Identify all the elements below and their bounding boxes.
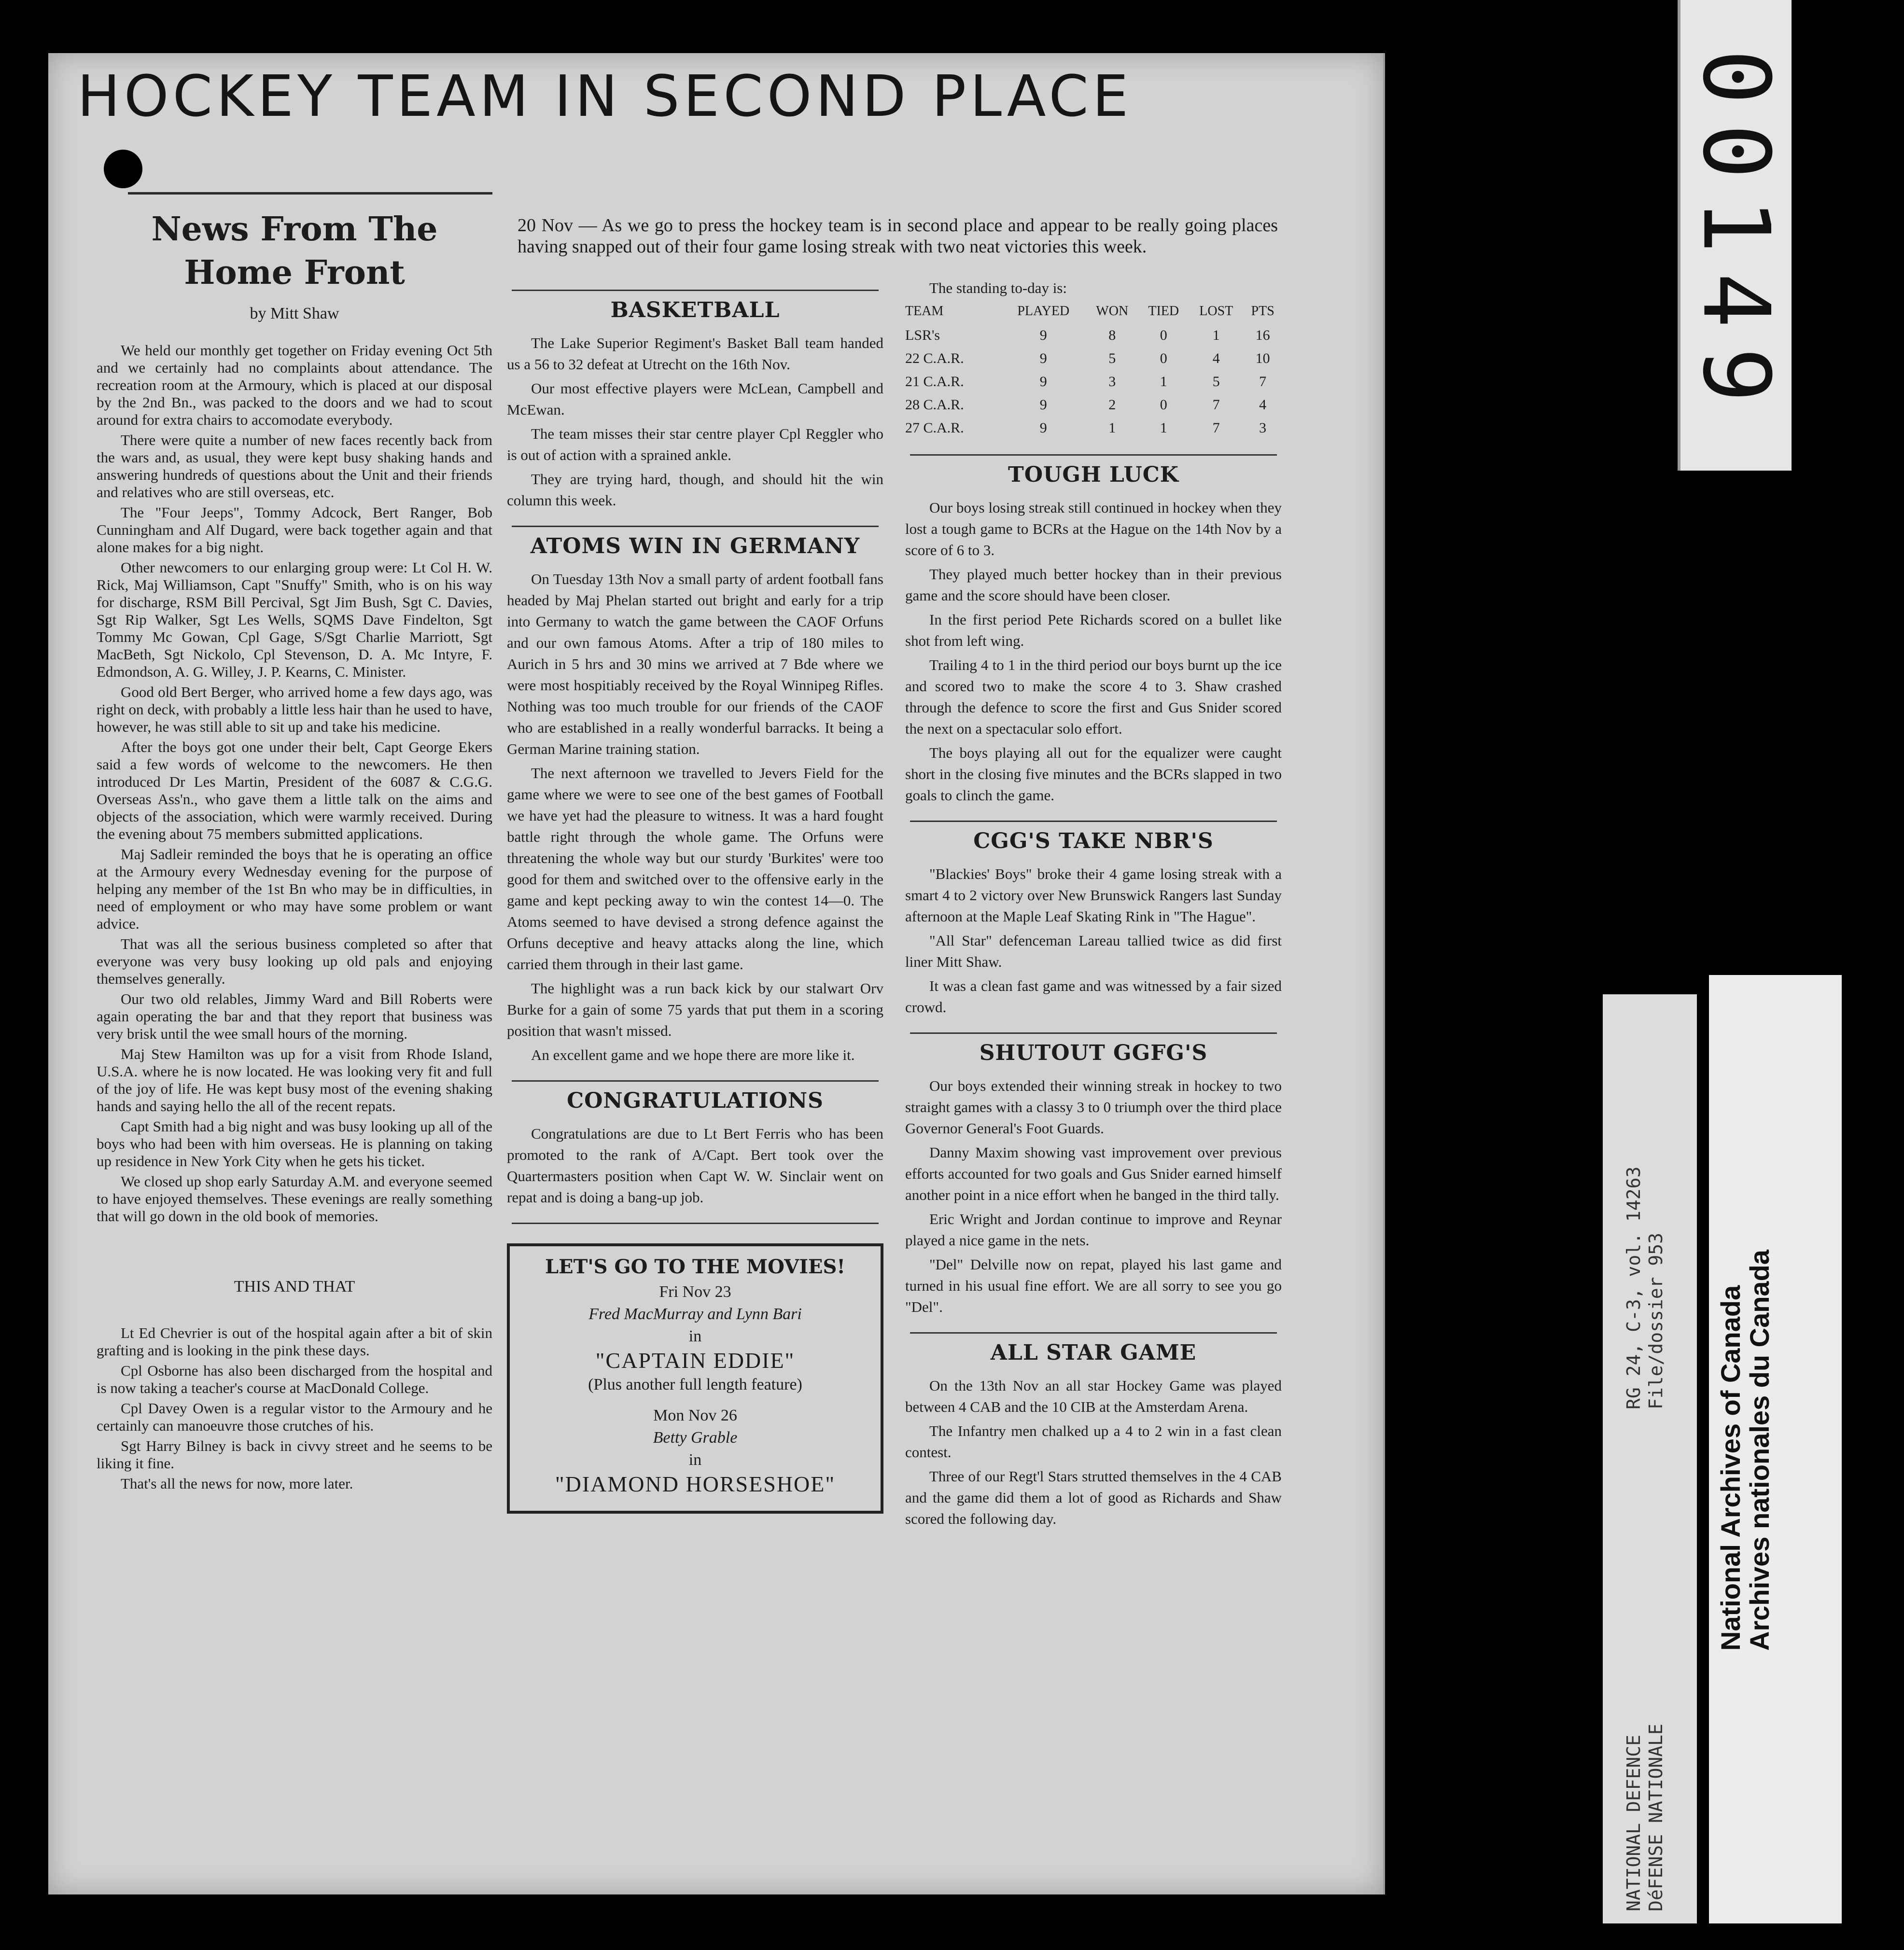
paragraph: That was all the serious business completed so after that everyone was very busy looking up old pals and enjoying themselves generally. [97, 935, 492, 987]
archive-name-en: National Archives of Canada [1715, 1285, 1746, 1651]
paragraph: Capt Smith had a big night and was busy looking up all of the boys who had been with him overseas. He is planning on taking up residence in New York City when he gets his ticket. [97, 1118, 492, 1170]
movie-stars: Betty Grable [653, 1429, 738, 1447]
home-front-title-1: News From The [151, 210, 438, 249]
headline-rule [128, 192, 492, 195]
paragraph: Cpl Davey Owen is a regular vistor to the Armoury and he certainly can manoeuvre those crutches of his. [97, 1400, 492, 1434]
paragraph: After the boys got one under their belt, Capt George Ekers said a few words of welcome to the newcomers. He then introduced Dr Les Martin, President of the 6087 & C.G.G. Overseas Ass'n., who gave them a little talk on the aims and objects of the association, which were warmly received. During the evening about 75 members submitted applications. [97, 738, 492, 842]
table-cell: 7 [1212, 420, 1220, 436]
section-rule [910, 1332, 1277, 1334]
movies-box [507, 1243, 883, 1514]
table-cell: 1 [1160, 420, 1167, 436]
punch-hole [104, 150, 142, 188]
movie-stars: Fred MacMurray and Lynn Bari [588, 1305, 802, 1323]
byline: by Mitt Shaw [250, 305, 339, 322]
paragraph: They are trying hard, though, and should hit the win column this week. [507, 471, 883, 509]
paragraph: "All Star" defenceman Lareau tallied twice as did first liner Mitt Shaw. [905, 932, 1282, 970]
paragraph: Sgt Harry Bilney is back in civvy street and he seems to be liking it fine. [97, 1437, 492, 1472]
section-rule [512, 526, 879, 527]
table-cell: 16 [1255, 327, 1270, 343]
section-rule [910, 1032, 1277, 1034]
right-column [905, 278, 1282, 1532]
paragraph: Cpl Osborne has also been discharged from the hospital and is now taking a teacher's course at MacDonald College. [97, 1362, 492, 1396]
table-cell: 9 [1039, 397, 1047, 413]
paragraph: Our two old relables, Jimmy Ward and Bill Roberts were again operating the bar and that they report that business was very brisk until the wee small hours of the morning. [97, 990, 492, 1042]
section-rule [512, 1080, 879, 1082]
section-rule [512, 290, 879, 291]
table-row [905, 370, 1282, 393]
table-cell: 22 C.A.R. [905, 350, 964, 366]
headline: HOCKEY TEAM IN SECOND PLACE [77, 63, 1133, 129]
movie-note: (Plus another full length feature) [588, 1376, 802, 1393]
table-cell: 4 [1212, 350, 1220, 366]
frame-number: 00149 [1682, 49, 1790, 422]
paragraph: On Tuesday 13th Nov a small party of ardent football fans headed by Maj Phelan started out bright and early for a trip into Germany to watch the game between the CAOF Orfuns and our own famous Atoms. After a trip of 180 miles to Aurich in 5 hrs and 30 mins we arrived at 7 Bde where we were most hospitiably received by the Royal Winnipeg Rifles. Nothing was too much trouble for our friends of the CAOF who are established in a really wonderful barracks. It being a German Marine training station. [507, 571, 883, 757]
middle-column [507, 290, 883, 1514]
column-header: WON [1096, 304, 1129, 319]
table-row [905, 417, 1282, 440]
frame-number-strip [1678, 0, 1792, 471]
section-rule [910, 821, 1277, 822]
cgg-title: CGG'S TAKE NBR'S [973, 829, 1214, 853]
paragraph: Maj Stew Hamilton was up for a visit from Rhode Island, U.S.A. where he is now located. He was looking very fit and full of the joy of life. He was kept busy most of the evening shaking hands and saying hello the all of the recent repats. [97, 1045, 492, 1114]
paragraph: Our boys extended their winning streak in hockey to two straight games with a classy 3 to 0 triumph over the third place Governor General's Foot Guards. [905, 1077, 1282, 1137]
archive-ref-line: File/dossier 953 [1645, 1232, 1666, 1409]
paragraph: There were quite a number of new faces recently back from the wars and, as usual, they were kept busy shaking hands and answering hundreds of questions about the Unit and their friends and relatives who are still overseas, etc. [97, 432, 492, 501]
archive-name-label [1709, 975, 1842, 1923]
paragraph: Trailing 4 to 1 in the third period our boys burnt up the ice and scored two to make the score 4 to 3. Shaw crashed through the defence to score the first and Gus Snider scored the next on a spectacular solo effort. [905, 656, 1282, 737]
table-cell: 5 [1108, 350, 1116, 366]
paragraph: The Lake Superior Regiment's Basket Ball team handed us a 56 to 32 defeat at Utrecht on the 16th Nov. [507, 334, 883, 373]
table-cell: 7 [1259, 374, 1267, 390]
paragraph: Maj Sadleir reminded the boys that he is operating an office at the Armoury every Wednesday evening for the purpose of helping any member of the 1st Bn who may be in difficulties, in need of employment or who may have some problem or want advice. [97, 846, 492, 932]
paragraph: We closed up shop early Saturday A.M. and everyone seemed to have enjoyed themselves. These evenings are really something that will go down in the old book of memories. [97, 1173, 492, 1225]
archive-reference-label [1603, 994, 1697, 1923]
column-header: LOST [1199, 304, 1233, 319]
paragraph: It was a clean fast game and was witnessed by a fair sized crowd. [905, 977, 1282, 1016]
section-rule [512, 1223, 879, 1224]
paragraph: Our boys losing streak still continued in hockey when they lost a tough game to BCRs at the Hague on the 14th Nov by a score of 6 to 3. [905, 499, 1282, 558]
column-header: TIED [1148, 304, 1179, 319]
table-cell: 3 [1259, 420, 1267, 436]
movie-in: in [688, 1327, 702, 1345]
paragraph: Good old Bert Berger, who arrived home a few days ago, was right on deck, with probably a little less hair than he used to have, however, he was still able to sit up and take his medicine. [97, 683, 492, 735]
column-header: TEAM [905, 304, 944, 319]
standings-table [905, 299, 1282, 440]
paragraph: "Del" Delville now on repat, played his last game and turned in his usual fine effort. We are all sorry to see you go "Del". [905, 1256, 1282, 1315]
table-row [905, 393, 1282, 417]
paragraph: In the first period Pete Richards scored on a bullet like shot from left wing. [905, 611, 1282, 649]
table-cell: 1 [1108, 420, 1116, 436]
column-header: PTS [1251, 304, 1274, 319]
paragraph: We held our monthly get together on Friday evening Oct 5th and we certainly had no complaints about attendance. The recreation room at the Armoury, which is placed at our disposal by the 2nd Bn., was packed to the doors and we had to scout around for extra chairs to accomodate everybody. [97, 342, 492, 428]
table-cell: 2 [1108, 397, 1116, 413]
paragraph: The team misses their star centre player Cpl Reggler who is out of action with a sprained ankle. [507, 425, 883, 463]
movie-title: "DIAMOND HORSESHOE" [555, 1472, 836, 1496]
table-cell: 4 [1259, 397, 1267, 413]
table-cell: 0 [1160, 327, 1167, 343]
paragraph: An excellent game and we hope there are more like it. [531, 1046, 855, 1063]
paragraph: On the 13th Nov an all star Hockey Game was played between 4 CAB and the 10 CIB at the Amsterdam Arena. [905, 1377, 1282, 1415]
table-cell: 7 [1212, 397, 1220, 413]
section-rule [910, 454, 1277, 456]
archive-ref-line: RG 24, C-3, vol. 14263 [1623, 1166, 1644, 1409]
movie-date: Mon Nov 26 [653, 1407, 737, 1424]
paragraph: That's all the news for now, more later. [121, 1475, 353, 1492]
table-cell: 0 [1160, 350, 1167, 366]
standing-intro: The standing to-day is: [929, 279, 1067, 296]
paragraph: "Blackies' Boys" broke their 4 game losing streak with a smart 4 to 2 victory over New Brunswick Rangers last Sunday afternoon at the Maple Leaf Skating Rink in "The Hague". [905, 865, 1282, 925]
paragraph: Congratulations are due to Lt Bert Ferris who has been promoted to the rank of A/Capt. Bert took over the Quartermasters position when Capt W. W. Sinclair went on repat and is doing a bang-up job. [507, 1125, 883, 1206]
archive-dept-line: DéFENSE NATIONALE [1645, 1724, 1666, 1911]
table-cell: 21 C.A.R. [905, 374, 964, 390]
shutout-title: SHUTOUT GGFG'S [979, 1041, 1208, 1065]
movies-title: LET'S GO TO THE MOVIES! [545, 1255, 845, 1278]
home-front-column [97, 208, 492, 1495]
column-header: PLAYED [1017, 304, 1070, 319]
table-row [905, 347, 1282, 370]
table-cell: 9 [1039, 327, 1047, 343]
movie-in: in [688, 1451, 702, 1469]
table-cell: 3 [1108, 374, 1116, 390]
movie-date: Fri Nov 23 [659, 1283, 731, 1301]
paragraph: Eric Wright and Jordan continue to improve and Reynar played a nice game in the nets. [905, 1211, 1282, 1249]
paragraph: Other newcomers to our enlarging group were: Lt Col H. W. Rick, Maj Williamson, Capt "Snuffy" Smith, who is on his way for discharge, RSM Bill Percival, Sgt Jim Bush, Sgt C. Davies, Sgt Rip Walker, Sgt Les Wells, SQMS Dave Findelton, Sgt Tommy Mc Gowan, Cpl Gage, S/Sgt Charlie Marriott, Sgt MacBeth, Sgt Nickolo, Cpl Stevenson, D. A. Mc Intyre, F. Edmondson, A. G. Willey, J. P. Kearns, C. Minister. [97, 559, 492, 680]
all-star-title: ALL STAR GAME [990, 1340, 1197, 1365]
table-cell: LSR's [905, 327, 940, 343]
table-row [905, 324, 1282, 347]
paragraph: Danny Maxim showing vast improvement over previous efforts accounted for two goals and Gus Snider earned himself another point in a nice effort when he banged in the third tally. [905, 1144, 1282, 1203]
paragraph: The highlight was a run back kick by our stalwart Orv Burke for a gain of some 75 yards that put them in a scoring position that wasn't missed. [507, 980, 883, 1039]
table-cell: 10 [1255, 350, 1270, 366]
table-cell: 9 [1039, 374, 1047, 390]
this-and-that-title: THIS AND THAT [234, 1278, 355, 1295]
archive-dept-line: NATIONAL DEFENCE [1623, 1734, 1644, 1911]
home-front-title-2: Home Front [184, 253, 405, 292]
table-cell: 9 [1039, 350, 1047, 366]
paragraph: The "Four Jeeps", Tommy Adcock, Bert Ranger, Bob Cunningham and Alf Dugard, were back together again and that alone makes for a big night. [97, 504, 492, 556]
table-cell: 0 [1160, 397, 1167, 413]
lead-paragraph: 20 Nov — As we go to press the hockey team is in second place and appear to be really going places having snapped out of their four game losing streak with two neat victories this week. [518, 215, 1278, 257]
paragraph: Lt Ed Chevrier is out of the hospital again after a bit of skin grafting and is looking in the pink these days. [97, 1324, 492, 1359]
atoms-title: ATOMS WIN IN GERMANY [530, 534, 860, 558]
table-cell: 1 [1160, 374, 1167, 390]
table-header-row [905, 299, 1282, 324]
paragraph: The Infantry men chalked up a 4 to 2 win in a fast clean contest. [905, 1422, 1282, 1461]
movie-title: "CAPTAIN EDDIE" [595, 1348, 795, 1373]
paragraph: Our most effective players were McLean, Campbell and McEwan. [507, 380, 883, 418]
paragraph: The boys playing all out for the equalizer were caught short in the closing five minutes and the BCRs slapped in two goals to clinch the game. [905, 744, 1282, 804]
paragraph: They played much better hockey than in their previous game and the score should have been closer. [905, 566, 1282, 604]
table-cell: 27 C.A.R. [905, 420, 964, 436]
basketball-title: BASKETBALL [610, 298, 780, 322]
paragraph: Three of our Regt'l Stars strutted themselves in the 4 CAB and the game did them a lot of good as Richards and Shaw scored the following day. [905, 1468, 1282, 1527]
congratulations-title: CONGRATULATIONS [567, 1088, 824, 1113]
table-cell: 9 [1039, 420, 1047, 436]
paragraph: The next afternoon we travelled to Jevers Field for the game where we were to see one of the best games of Football we have yet had the pleasure to witness. It was a hard fought battle right through the whole game. The Orfuns were threatening the whole way but our sturdy 'Burkites' were too good for them and switched over to the offensive early in the game and kept pecking away to win the contest 14—0. The Atoms seemed to have devised a strong defence against the Orfuns deceptive and heavy attacks along the line, which carried them through in their last game. [507, 765, 883, 973]
table-cell: 5 [1212, 374, 1220, 390]
table-cell: 28 C.A.R. [905, 397, 964, 413]
archive-name-fr: Archives nationales du Canada [1744, 1250, 1775, 1651]
table-cell: 1 [1212, 327, 1220, 343]
tough-luck-title: TOUGH LUCK [1008, 462, 1179, 487]
table-cell: 8 [1108, 327, 1116, 343]
